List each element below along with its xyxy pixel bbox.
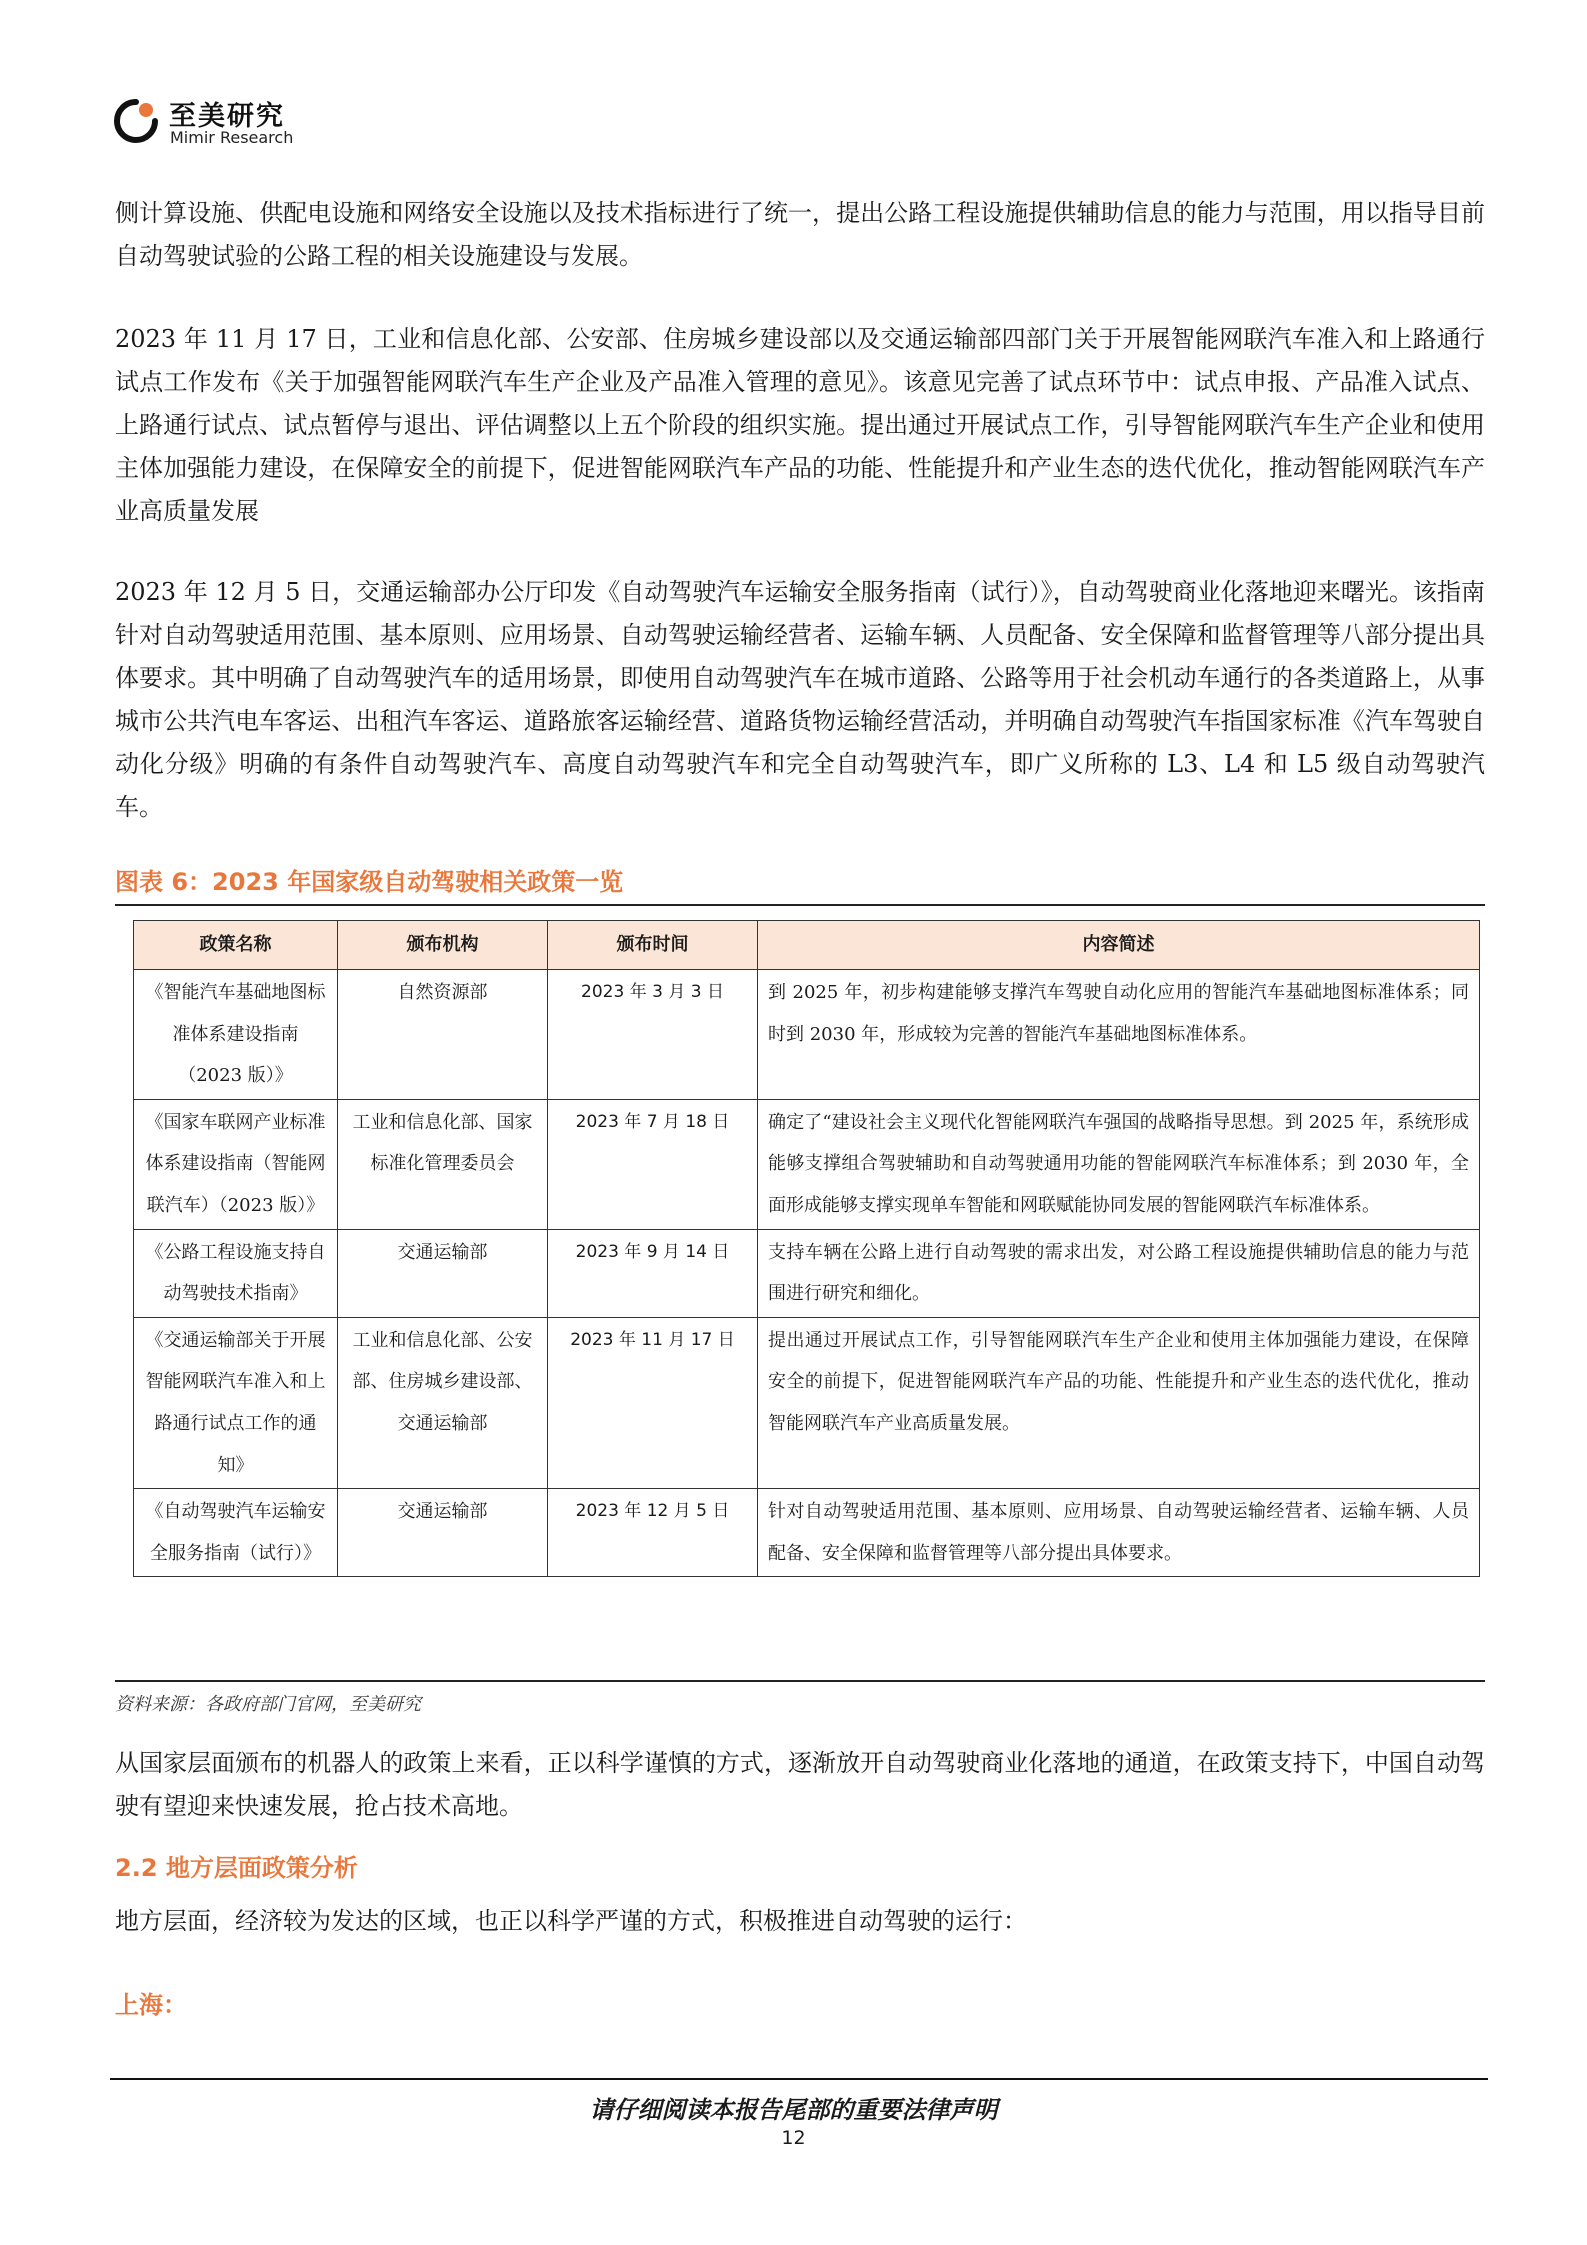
policy-name: 《交通运输部关于开展智能网联汽车准入和上路通行试点工作的通知》 <box>134 1317 338 1488</box>
policy-date: 2023 年 9 月 14 日 <box>548 1229 758 1317</box>
table-row <box>134 1317 1480 1488</box>
policy-org: 自然资源部 <box>338 970 548 1100</box>
brand-logo-icon <box>113 98 159 144</box>
policy-table <box>133 920 1480 1577</box>
footer-legal-note: 请仔细阅读本报告尾部的重要法律声明 <box>589 2095 998 2124</box>
table-row <box>134 1229 1480 1317</box>
after-table-paragraph: 从国家层面颁布的机器人的政策上来看，正以科学谨慎的方式，逐渐放开自动驾驶商业化落地的通道，在政策支持下，中国自动驾驶有望迎来快速发展，抢占技术高地。 <box>115 1749 1485 1820</box>
body-paragraph-2: 2023 年 11 月 17 日，工业和信息化部、公安部、住房城乡建设部以及交通运输部四部门关于开展智能网联汽车准入和上路通行试点工作发布《关于加强智能网联汽车生产企业及产品准入管理的意见》。该意见完善了试点环节中：试点申报、产品准入试点、上路通行试点、试点暂停与退出、评估调整以上五个阶段的组织实施。提出通过开展试点工作，引导智能网联汽车生产企业和使用主体加强能力建设，在保障安全的前提下，促进智能网联汽车产品的功能、性能提升和产业生态的迭代优化，推动智能网联汽车产业高质量发展 <box>115 325 1485 525</box>
brand-logo <box>113 92 323 152</box>
brand-name-cn: 至美研究 <box>169 101 285 132</box>
table-row <box>134 970 1480 1100</box>
brand-name-en: Mimir Research <box>170 128 294 147</box>
table-row <box>134 1489 1480 1577</box>
policy-name: 《公路工程设施支持自动驾驶技术指南》 <box>134 1229 338 1317</box>
column-header-name: 政策名称 <box>134 921 338 970</box>
column-header-date: 颁布时间 <box>548 921 758 970</box>
policy-desc: 到 2025 年，初步构建能够支撑汽车驾驶自动化应用的智能汽车基础地图标准体系；同时到 2030 年，形成较为完善的智能汽车基础地图标准体系。 <box>758 970 1480 1100</box>
table-caption: 图表 6：2023 年国家级自动驾驶相关政策一览 <box>115 868 624 896</box>
policy-desc: 针对自动驾驶适用范围、基本原则、应用场景、自动驾驶运输经营者、运输车辆、人员配备、安全保障和监督管理等八部分提出具体要求。 <box>758 1489 1480 1577</box>
table-header-row <box>134 921 1480 970</box>
section-heading: 2.2 地方层面政策分析 <box>115 1854 358 1882</box>
policy-desc: 确定了“建设社会主义现代化智能网联汽车强国的战略指导思想。到 2025 年，系统形成能够支撑组合驾驶辅助和自动驾驶通用功能的智能网联汽车标准体系；到 2030 年，全面形成能够支撑实现单车智能和网联赋能协同发展的智能网联汽车标准体系。 <box>758 1099 1480 1229</box>
policy-date: 2023 年 3 月 3 日 <box>548 970 758 1100</box>
body-paragraph-1: 侧计算设施、供配电设施和网络安全设施以及技术指标进行了统一，提出公路工程设施提供辅助信息的能力与范围，用以指导目前自动驾驶试验的公路工程的相关设施建设与发展。 <box>115 199 1485 270</box>
table-row <box>134 1099 1480 1229</box>
policy-date: 2023 年 11 月 17 日 <box>548 1317 758 1488</box>
body-paragraph-3: 2023 年 12 月 5 日，交通运输部办公厅印发《自动驾驶汽车运输安全服务指南（试行）》，自动驾驶商业化落地迎来曙光。该指南针对自动驾驶适用范围、基本原则、应用场景、自动驾驶运输经营者、运输车辆、人员配备、安全保障和监督管理等八部分提出具体要求。其中明确了自动驾驶汽车的适用场景，即使用自动驾驶汽车在城市道路、公路等用于社会机动车通行的各类道路上，从事城市公共汽电车客运、出租汽车客运、道路旅客运输经营、道路货物运输经营活动，并明确自动驾驶汽车指国家标准《汽车驾驶自动化分级》明确的有条件自动驾驶汽车、高度自动驾驶汽车和完全自动驾驶汽车，即广义所称的 L3、L4 和 L5 级自动驾驶汽车。 <box>115 578 1485 821</box>
policy-date: 2023 年 7 月 18 日 <box>548 1099 758 1229</box>
policy-date: 2023 年 12 月 5 日 <box>548 1489 758 1577</box>
policy-desc: 支持车辆在公路上进行自动驾驶的需求出发，对公路工程设施提供辅助信息的能力与范围进行研究和细化。 <box>758 1229 1480 1317</box>
column-header-desc: 内容简述 <box>758 921 1480 970</box>
policy-desc: 提出通过开展试点工作，引导智能网联汽车生产企业和使用主体加强能力建设，在保障安全的前提下，促进智能网联汽车产品的功能、性能提升和产业生态的迭代优化，推动智能网联汽车产业高质量发展。 <box>758 1317 1480 1488</box>
section-subheading: 上海： <box>115 1990 187 2019</box>
column-header-org: 颁布机构 <box>338 921 548 970</box>
policy-name: 《智能汽车基础地图标准体系建设指南（2023 版）》 <box>134 970 338 1100</box>
table-top-rule <box>115 904 1485 906</box>
footer-rule <box>110 2078 1488 2080</box>
page-number: 12 <box>781 2127 806 2149</box>
table-bottom-rule <box>115 1680 1485 1682</box>
policy-org: 交通运输部 <box>338 1489 548 1577</box>
policy-org: 工业和信息化部、公安部、住房城乡建设部、交通运输部 <box>338 1317 548 1488</box>
policy-name: 《自动驾驶汽车运输安全服务指南（试行）》 <box>134 1489 338 1577</box>
policy-org: 工业和信息化部、国家标准化管理委员会 <box>338 1099 548 1229</box>
policy-org: 交通运输部 <box>338 1229 548 1317</box>
policy-name: 《国家车联网产业标准体系建设指南（智能网联汽车）（2023 版）》 <box>134 1099 338 1229</box>
table-source: 资料来源：各政府部门官网，至美研究 <box>115 1694 421 1715</box>
section-intro: 地方层面，经济较为发达的区域，也正以科学严谨的方式，积极推进自动驾驶的运行： <box>115 1907 1027 1935</box>
